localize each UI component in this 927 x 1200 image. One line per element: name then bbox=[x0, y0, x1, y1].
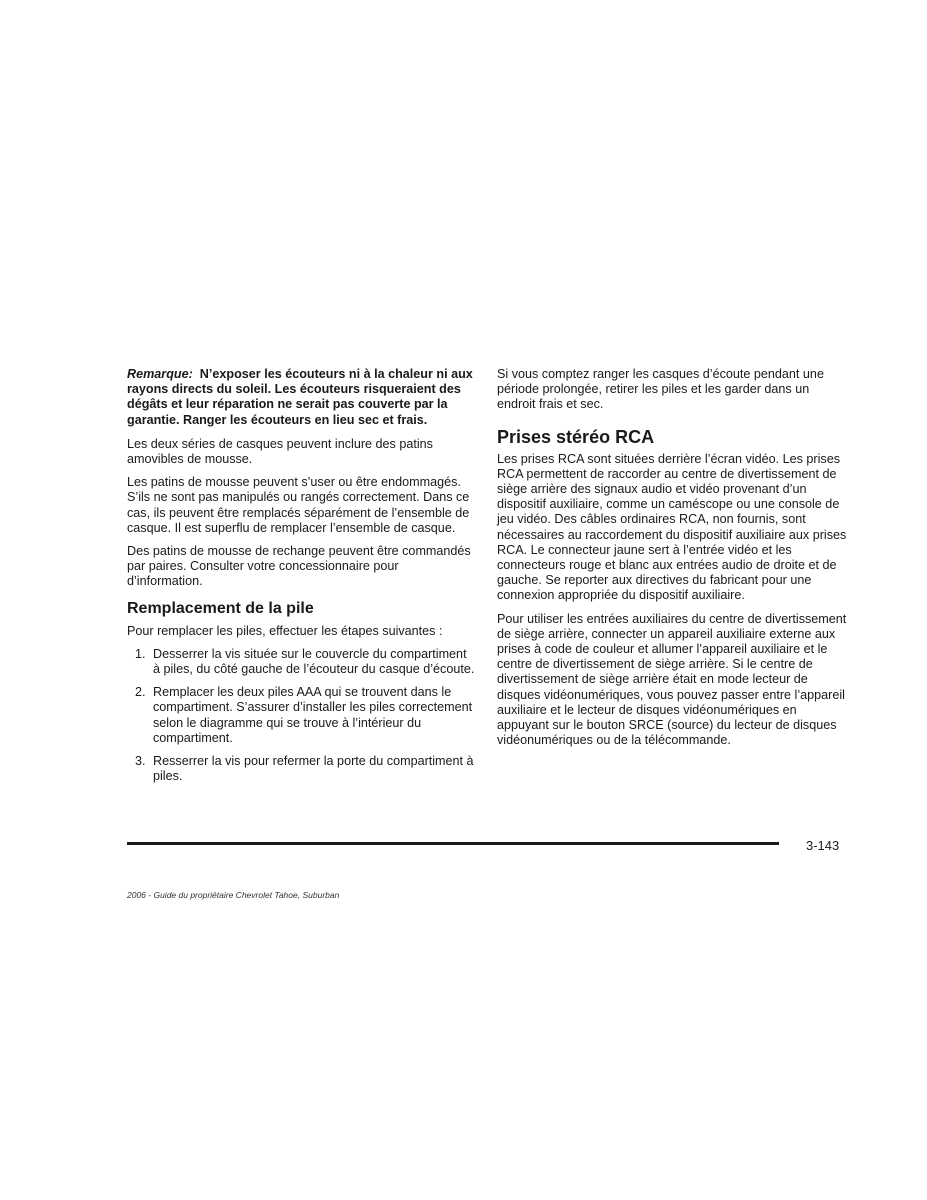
steps-list bbox=[127, 647, 477, 785]
paragraph: Les deux séries de casques peuvent inclure des patins amovibles de mousse. bbox=[127, 436, 433, 467]
footer-text: 2006 - Guide du propriétaire Chevrolet Tahoe, Suburban bbox=[127, 890, 340, 900]
steps-intro: Pour remplacer les piles, effectuer les étapes suivantes : bbox=[127, 623, 443, 638]
footer-rule bbox=[127, 842, 779, 845]
list-item bbox=[127, 685, 477, 746]
page-number: 3-143 bbox=[806, 838, 840, 853]
paragraph: Les patins de mousse peuvent s’user ou être endommagés. S’ils ne sont pas manipulés ou rangés correctement. Dans ce cas, ils peuvent être remplacés séparément de l’ensemble de casque. Il est superflu de remplacer l’ensemble de casque. bbox=[127, 475, 470, 535]
paragraph: Si vous comptez ranger les casques d’écoute pendant une période prolongée, retirer les piles et les garder dans un endroit frais et sec. bbox=[497, 367, 824, 412]
step-text: Resserrer la vis pour refermer la porte du compartiment à piles. bbox=[153, 754, 474, 784]
note-text: N’exposer les écouteurs ni à la chaleur ni aux rayons directs du soleil. Les écouteurs risqueraient des dégâts et leur réparation ne serait pas couverte par la garantie. Ranger les écouteurs en lieu sec et frais. bbox=[127, 367, 473, 427]
note-paragraph bbox=[127, 367, 477, 428]
step-text: Remplacer les deux piles AAA qui se trouvent dans le compartiment. S’assurer d’installer les piles correctement selon le diagramme qui se trouve à l’intérieur du compartiment. bbox=[153, 685, 473, 745]
paragraph: Des patins de mousse de rechange peuvent être commandés par paires. Consulter votre concessionnaire pour d’information. bbox=[127, 544, 471, 589]
section-heading-battery: Remplacement de la pile bbox=[127, 599, 314, 617]
paragraph: Les prises RCA sont situées derrière l’écran vidéo. Les prises RCA permettent de raccorder au centre de divertissement de siège arrière des signaux audio et vidéo provenant d’un dispositif auxiliaire, comme un caméscope ou une console de jeu vidéo. Des câbles ordinaires RCA, non fournis, sont nécessaires au raccordement du dispositif auxiliaire aux prises RCA. Le connecteur jaune sert à l’entrée vidéo et les connecteurs rouge et blanc aux entrées audio de droite et de gauche. Se reporter aux directives du fabricant pour une connexion appropriée du dispositif auxiliaire. bbox=[497, 451, 847, 603]
right-column bbox=[497, 367, 847, 756]
step-number: 2. bbox=[135, 685, 146, 700]
section-heading-rca: Prises stéréo RCA bbox=[497, 426, 655, 447]
note-label: Remarque: bbox=[127, 367, 193, 381]
step-number: 3. bbox=[135, 754, 146, 769]
paragraph: Pour utiliser les entrées auxiliaires du centre de divertissement de siège arrière, connecter un appareil auxiliaire externe aux prises à code de couleur et allumer l’appareil auxiliaire et le centre de divertissement de siège arrière. Si le centre de divertissement de siège arrière était en mode lecteur de disques vidéonumériques, vous pouvez passer entre l’appareil auxiliaire et le lecteur de disques vidéonumériques en appuyant sur le bouton SRCE (source) du lecteur de disques vidéonumériques ou de la télécommande. bbox=[497, 611, 847, 748]
step-text: Desserrer la vis située sur le couvercle du compartiment à piles, du côté gauche de l’écouteur du casque d’écoute. bbox=[153, 646, 475, 677]
list-item bbox=[127, 754, 477, 784]
list-item bbox=[127, 647, 477, 677]
left-column bbox=[127, 367, 477, 792]
step-number: 1. bbox=[135, 646, 146, 661]
